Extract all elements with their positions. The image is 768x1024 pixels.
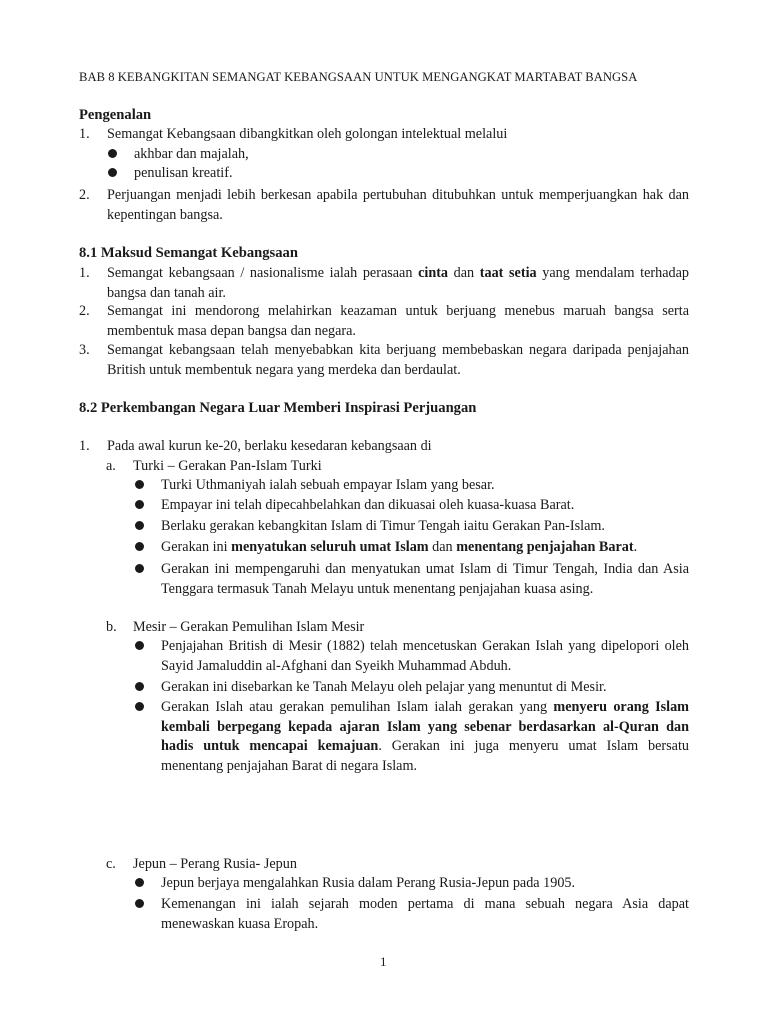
bullet-text: Turki Uthmaniyah ialah sebuah empayar Islam yang besar.: [161, 477, 495, 493]
sub-letter: a.: [106, 458, 116, 474]
bullet-text: Kemenangan ini ialah sejarah moden pertama di mana sebuah negara Asia dapat menewaskan kuasa Eropah.: [161, 896, 689, 932]
bullet-text: Gerakan Islah atau gerakan pemulihan Islam ialah gerakan yang menyeru orang Islam kembali berpegang kepada ajaran Islam yang sebenar berdasarkan al-Quran dan hadis untuk mencapai kemajuan. Gerakan ini juga menyeru umat Islam bersatu menentang penjajahan Barat di negara Islam.: [161, 699, 689, 774]
bullet-icon: [135, 500, 144, 509]
heading-8-2: 8.2 Perkembangan Negara Luar Memberi Inspirasi Perjuangan: [79, 400, 477, 416]
page-number: 1: [380, 954, 387, 969]
bullet-text: Empayar ini telah dipecahbelahkan dan dikuasai oleh kuasa-kuasa Barat.: [161, 497, 575, 513]
list-number: 1.: [79, 265, 90, 281]
heading-pengenalan: Pengenalan: [79, 107, 152, 123]
list-number: 1.: [79, 438, 90, 454]
sub-letter: c.: [106, 856, 116, 872]
bullet-icon: [108, 168, 117, 177]
bullet-icon: [135, 702, 144, 711]
bullet-icon: [135, 682, 144, 691]
bullet-text: penulisan kreatif.: [134, 165, 233, 181]
bullet-text: Gerakan ini mempengaruhi dan menyatukan umat Islam di Timur Tengah, India dan Asia Tenggara termasuk Tanah Melayu untuk menentang penjajahan kuasa asing.: [161, 561, 689, 597]
sub-letter: b.: [106, 619, 117, 635]
bullet-icon: [135, 564, 144, 573]
list-number: 2.: [79, 303, 90, 319]
bold-cinta: cinta: [418, 265, 449, 281]
chapter-title: BAB 8 KEBANGKITAN SEMANGAT KEBANGSAAN UNTUK MENGANGKAT MARTABAT BANGSA: [79, 70, 638, 84]
bullet-icon: [135, 641, 144, 650]
bullet-icon: [135, 480, 144, 489]
bullet-text: Gerakan ini menyatukan seluruh umat Islam dan menentang penjajahan Barat.: [161, 539, 638, 555]
bullet-icon: [135, 542, 144, 551]
list-text: Pada awal kurun ke-20, berlaku kesedaran kebangsaan di: [107, 438, 432, 454]
list-text: Semangat Kebangsaan dibangkitkan oleh golongan intelektual melalui: [107, 126, 508, 142]
list-text: Semangat kebangsaan telah menyebabkan kita berjuang membebaskan negara daripada penjajahan British untuk membentuk negara yang merdeka dan berdaulat.: [107, 342, 689, 378]
list-number: 3.: [79, 342, 90, 358]
bullet-text: Gerakan ini disebarkan ke Tanah Melayu oleh pelajar yang menuntut di Mesir.: [161, 679, 607, 695]
bullet-text: Berlaku gerakan kebangkitan Islam di Timur Tengah iaitu Gerakan Pan-Islam.: [161, 518, 605, 534]
list-text: Semangat ini mendorong melahirkan keazaman untuk berjuang menebus maruah bangsa serta membentuk masa depan bangsa dan negara.: [107, 303, 689, 339]
list-number: 1.: [79, 126, 90, 142]
heading-8-1: 8.1 Maksud Semangat Kebangsaan: [79, 245, 298, 261]
bullet-icon: [135, 899, 144, 908]
sub-label: Mesir – Gerakan Pemulihan Islam Mesir: [133, 619, 365, 635]
bold-taat-setia: taat setia: [479, 265, 537, 281]
bullet-text: Penjajahan British di Mesir (1882) telah mencetuskan Gerakan Islah yang dipelopori oleh Sayid Jamaluddin al-Afghani dan Syeikh Muhammad Abduh.: [161, 638, 689, 674]
list-text: Semangat kebangsaan / nasionalisme ialah perasaan cinta dan taat setia yang mendalam terhadap bangsa dan tanah air.: [107, 265, 689, 301]
list-text: Perjuangan menjadi lebih berkesan apabila pertubuhan ditubuhkan untuk memperjuangkan hak dan kepentingan bangsa.: [107, 187, 689, 223]
bullet-text: akhbar dan majalah,: [134, 146, 249, 162]
list-number: 2.: [79, 187, 90, 203]
bullet-icon: [108, 149, 117, 158]
sub-label: Turki – Gerakan Pan-Islam Turki: [133, 458, 322, 474]
bullet-icon: [135, 878, 144, 887]
sub-label: Jepun – Perang Rusia- Jepun: [133, 856, 297, 872]
bullet-text: Jepun berjaya mengalahkan Rusia dalam Perang Rusia-Jepun pada 1905.: [161, 875, 576, 891]
bullet-icon: [135, 521, 144, 530]
